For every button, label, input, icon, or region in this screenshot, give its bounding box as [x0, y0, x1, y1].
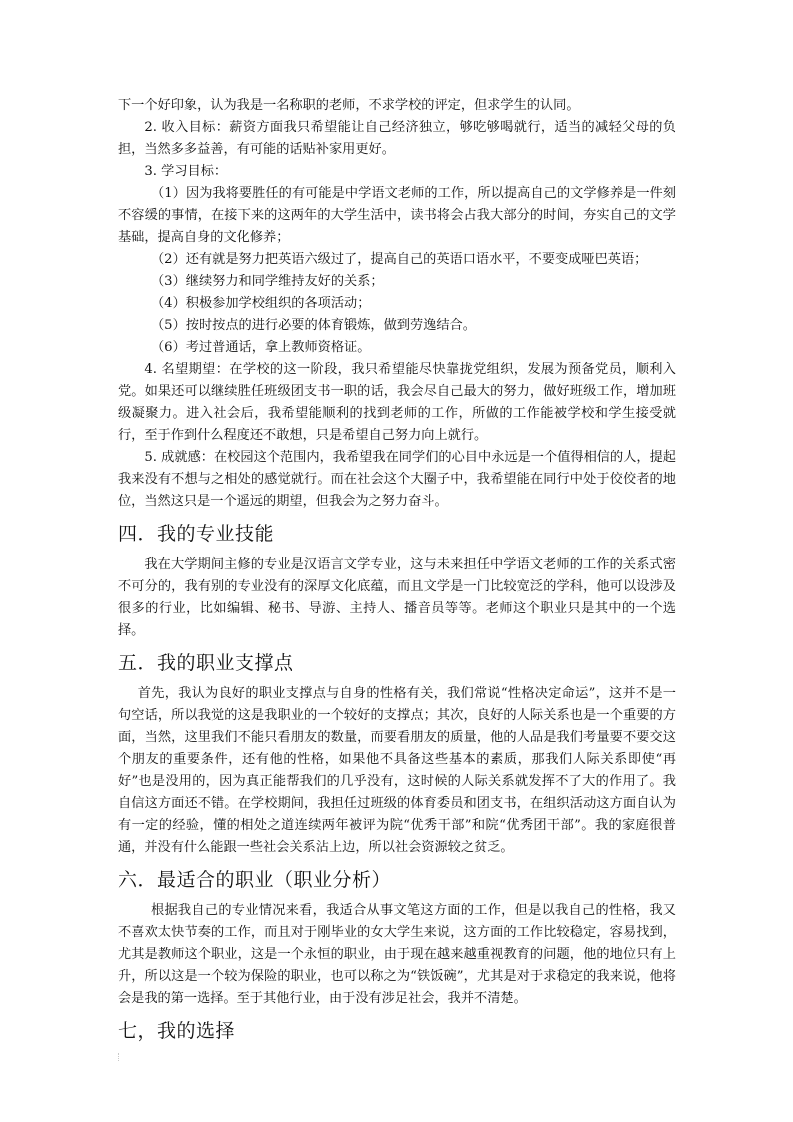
paragraph-career: 根据我自己的专业情况来看，我适合从事文笔这方面的工作，但是以我自己的性格，我又不喜欢太快节奏的工作，而且对于刚毕业的女大学生来说，这方面的工作比较稳定，容易找到，尤其是教师这个职业，这是一个永恒的职业，由于现在越来越重视教育的问题，他的地位只有上升，所以这是一个较为保险的职业，也可以称之为“铁饭碗”，尤其是对于求稳定的我来说，他将会是我的第一选择。至于其他行业，由于没有涉足社会，我并不清楚。 [118, 903, 676, 1006]
paragraph-study-item-4: （4）积极参加学校组织的各项活动； [151, 296, 371, 311]
paragraph-study-item-5: （5）按时按点的进行必要的体育锻炼，做到劳逸结合。 [151, 318, 476, 333]
document-page [118, 95, 676, 1051]
paragraph-study-item-3: （3）继续努力和同学维持友好的关系； [151, 274, 384, 289]
section-heading-skills: 四．我的专业技能 [118, 523, 275, 545]
paragraph-income-goal: 2. 收入目标：薪资方面我只希望能让自己经济独立，够吃够喝就行，适当的减轻父母的负担，当然多多益善，有可能的话贴补家用更好。 [118, 120, 676, 157]
paragraph-continuation: 下一个好印象，认为我是一名称职的老师，不求学校的评定，但求学生的认同。 [118, 98, 580, 113]
section-heading-support: 五．我的职业支撑点 [118, 652, 294, 674]
section-heading-career: 六．最适合的职业（职业分析） [118, 869, 392, 891]
paragraph-study-item-6: （6）考过普通话，拿上教师资格证。 [151, 340, 371, 355]
paragraph-study-item-2: （2）还有就是努力把英语六级过了，提高自己的英语口语水平，不要变成哑巴英语； [151, 252, 648, 267]
paragraph-reputation: 4. 名望期望：在学校的这一阶段，我只希望能尽快靠拢党组织，发展为预备党员，顺利入党。如果还可以继续胜任班级团支书一职的话，我会尽自己最大的努力，做好班级工作，增加班级凝聚力。进入社会后，我希望能顺利的找到老师的工作，所做的工作能被学校和学生接受就行，至于作到什么程度还不敢想，只是希望自己努力向上就行。 [118, 362, 676, 443]
section-heading-choice: 七，我的选择 [118, 1020, 236, 1042]
paragraph-skills: 我在大学期间主修的专业是汉语言文学专业，这与未来担任中学语文老师的工作的关系式密不可分的，我有别的专业没有的深厚文化底蕴，而且文学是一门比较宽泛的学科，他可以设涉及很多的行业，比如编辑、秘书、导游、主持人、播音员等等。老师这个职业只是其中的一个选择。 [118, 557, 676, 638]
paragraph-study-item-1: （1）因为我将要胜任的有可能是中学语文老师的工作，所以提高自己的文学修养是一件刻不容缓的事情，在接下来的这两年的大学生活中，读书将会占我大部分的时间，夯实自己的文学基础，提高自身的文化修养； [118, 186, 676, 245]
page-margin-mark [118, 1053, 120, 1061]
paragraph-study-goal: 3. 学习目标： [144, 164, 228, 179]
paragraph-achievement: 5. 成就感：在校园这个范围内，我希望我在同学们的心目中永远是一个值得相信的人，提起我来没有不想与之相处的感觉就行。而在社会这个大圈子中，我希望能在同行中处于佼佼者的地位，当然这只是一个遥远的期望，但我会为之努力奋斗。 [118, 450, 676, 509]
paragraph-support: 首先，我认为良好的职业支撑点与自身的性格有关，我们常说“性格决定命运”，这并不是一句空话，所以我觉的这是我职业的一个较好的支撑点；其次，良好的人际关系也是一个重要的方面，当然，这里我们不能只看朋友的数量，而要看朋友的质量，他的人品是我们考量要不要交这个朋友的重要条件，还有他的性格，如果他不具备这些基本的素质，那我们人际关系即使“再好”也是没用的，因为真正能帮我们的几乎没有，这时候的人际关系就发挥不了大的作用了。我自信这方面还不错。在学校期间，我担任过班级的体育委员和团支书，在组织活动这方面自认为有一定的经验，懂的相处之道连续两年被评为院“优秀干部”和院“优秀团干部”。我的家庭很普通，并没有什么能跟一些社会关系沾上边，所以社会资源较之贫乏。 [118, 686, 676, 855]
